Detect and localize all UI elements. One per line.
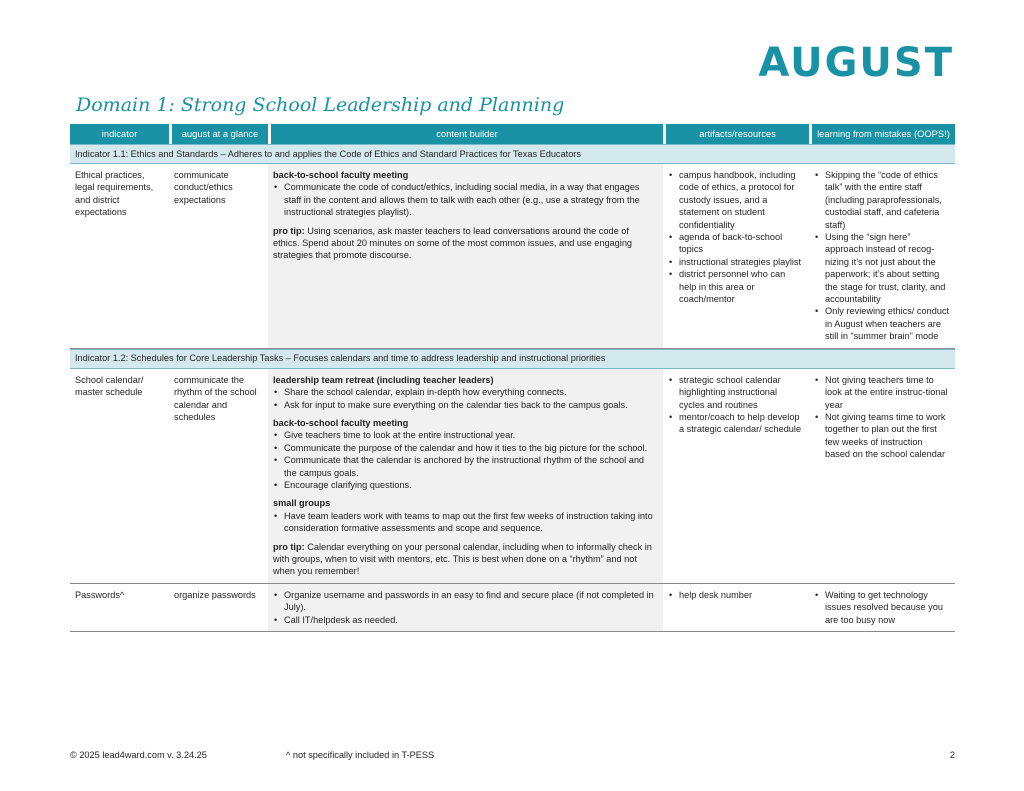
mistakes-list bbox=[814, 374, 950, 461]
footer-copyright: © 2025 lead4ward.com v. 3.24.25 bbox=[70, 750, 207, 760]
page-number: 2 bbox=[949, 750, 955, 760]
list-item: • Communicate that the calendar is anchored by the instructional rhythm of the school and the campus goals. bbox=[273, 454, 658, 479]
artifacts-cell bbox=[663, 369, 809, 584]
list-item: • Not giving teachers time to look at the entire instruc-tional year bbox=[814, 374, 950, 411]
mistakes-list bbox=[814, 589, 950, 626]
content-builder-cell bbox=[268, 584, 663, 632]
list-item: • Organize username and passwords in an easy to find and secure place (if not completed in July). bbox=[273, 589, 658, 614]
table-header-row bbox=[70, 124, 955, 144]
pro-tip-label: pro tip: bbox=[273, 541, 305, 552]
list-item: • Skipping the “code of ethics talk” with the entire staff (including paraprofessionals, custodial staff, and cafeteria staff) bbox=[814, 169, 950, 231]
glance-cell: organize passwords bbox=[169, 584, 268, 632]
indicator-title: Indicator 1.1: Ethics and Standards – Adheres to and applies the Code of Ethics and Standard Practices for Texas Educators bbox=[70, 144, 955, 164]
list-item: • mentor/coach to help develop a strategic calendar/ schedule bbox=[668, 411, 804, 436]
content-builder-cell bbox=[268, 164, 663, 349]
glance-cell: communicate conduct/ethics expectations bbox=[169, 164, 268, 349]
content-builder-cell bbox=[268, 369, 663, 584]
list-item: • instructional strategies playlist bbox=[668, 256, 804, 268]
month-title: AUGUST bbox=[758, 40, 954, 86]
table-row bbox=[70, 584, 955, 632]
domain-title: Domain 1: Strong School Leadership and Planning bbox=[76, 94, 565, 116]
pro-tip-text: Calendar everything on your personal calendar, including when to informally check in with groups, when to visit with mentors, etc. This is best when done on a “rhythm” and not when you remember! bbox=[273, 541, 652, 577]
artifacts-list bbox=[668, 589, 804, 601]
section-bullets bbox=[273, 589, 658, 626]
content-section bbox=[273, 497, 658, 534]
content-section bbox=[273, 417, 658, 491]
pro-tip bbox=[273, 541, 658, 578]
list-item: • agenda of back-to-school topics bbox=[668, 231, 804, 256]
column-header-artifacts: artifacts/resources bbox=[663, 124, 809, 144]
section-title: back-to-school faculty meeting bbox=[273, 417, 409, 428]
indicator-title: Indicator 1.2: Schedules for Core Leadership Tasks – Focuses calendars and time to address leadership and instructional priorities bbox=[70, 349, 955, 369]
mistakes-cell bbox=[809, 369, 955, 584]
list-item: • Using the “sign here” approach instead of recog-nizing it’s not just about the paperwork; it’s about setting the stage for trust, clarity, and accountability bbox=[814, 231, 950, 305]
list-item: • Call IT/helpdesk as needed. bbox=[273, 614, 658, 626]
footer-note: ^ not specifically included in T-PESS bbox=[286, 750, 435, 760]
planning-table bbox=[70, 124, 955, 632]
indicator-cell: Passwords^ bbox=[70, 584, 169, 632]
artifacts-list bbox=[668, 374, 804, 436]
section-title: small groups bbox=[273, 498, 331, 509]
mistakes-list bbox=[814, 169, 950, 343]
list-item: • Give teachers time to look at the entire instructional year. bbox=[273, 429, 658, 441]
artifacts-cell bbox=[663, 164, 809, 349]
mistakes-cell bbox=[809, 584, 955, 632]
section-bullets bbox=[273, 181, 658, 218]
list-item: • Waiting to get technology issues resolved because you are too busy now bbox=[814, 589, 950, 626]
list-item: • strategic school calendar highlighting instructional cycles and routines bbox=[668, 374, 804, 411]
content-section bbox=[273, 589, 658, 626]
section-title: back-to-school faculty meeting bbox=[273, 170, 409, 180]
mistakes-cell bbox=[809, 164, 955, 349]
column-header-content-builder: content builder bbox=[268, 124, 663, 144]
indicator-row bbox=[70, 349, 955, 369]
section-title: leadership team retreat (including teacher leaders) bbox=[273, 374, 494, 385]
indicator-cell: School calendar/ master schedule bbox=[70, 369, 169, 584]
pro-tip bbox=[273, 225, 658, 262]
section-bullets bbox=[273, 510, 658, 535]
column-header-glance: august at a glance bbox=[169, 124, 268, 144]
column-header-mistakes: learning from mistakes (OOPS!) bbox=[809, 124, 955, 144]
table-row bbox=[70, 164, 955, 349]
artifacts-list bbox=[668, 169, 804, 305]
pro-tip-text: Using scenarios, ask master teachers to lead conversations around the code of ethics. Spend about 20 minutes on some of the most common issues, and use engaging strategies that promote discourse. bbox=[273, 225, 633, 261]
section-bullets bbox=[273, 429, 658, 491]
content-section bbox=[273, 169, 658, 219]
indicator-cell: Ethical practices, legal requirements, and district expectations bbox=[70, 164, 169, 349]
list-item: • Share the school calendar, explain in-depth how everything connects. bbox=[273, 386, 658, 398]
column-header-indicator: indicator bbox=[70, 124, 169, 144]
artifacts-cell bbox=[663, 584, 809, 632]
list-item: • Have team leaders work with teams to map out the first few weeks of instruction taking into consideration formative assessments and scope and sequence. bbox=[273, 510, 658, 535]
list-item: • Encourage clarifying questions. bbox=[273, 479, 658, 491]
content-section bbox=[273, 374, 658, 411]
list-item: • Communicate the code of conduct/ethics, including social media, in a way that engages staff in the content and allows them to talk with each other (e.g., use a strategy from the instructional strategies playlist). bbox=[273, 181, 658, 218]
list-item: • campus handbook, including code of ethics, a protocol for custody issues, and a statement on student confidentiality bbox=[668, 169, 804, 231]
section-bullets bbox=[273, 386, 658, 411]
list-item: • Not giving teams time to work together to plan out the first few weeks of instruction based on the school calendar bbox=[814, 411, 950, 461]
list-item: • Communicate the purpose of the calendar and how it ties to the big picture for the school. bbox=[273, 442, 658, 454]
glance-cell: communicate the rhythm of the school calendar and schedules bbox=[169, 369, 268, 584]
list-item: • Ask for input to make sure everything on the calendar ties back to the campus goals. bbox=[273, 399, 658, 411]
indicator-row bbox=[70, 144, 955, 164]
list-item: • Only reviewing ethics/ conduct in August when teachers are still in “summer brain” mode bbox=[814, 305, 950, 342]
pro-tip-label: pro tip: bbox=[273, 225, 305, 236]
page-footer bbox=[70, 748, 955, 762]
list-item: • district personnel who can help in this area or coach/mentor bbox=[668, 268, 804, 305]
list-item: • help desk number bbox=[668, 589, 804, 601]
table-row bbox=[70, 369, 955, 584]
